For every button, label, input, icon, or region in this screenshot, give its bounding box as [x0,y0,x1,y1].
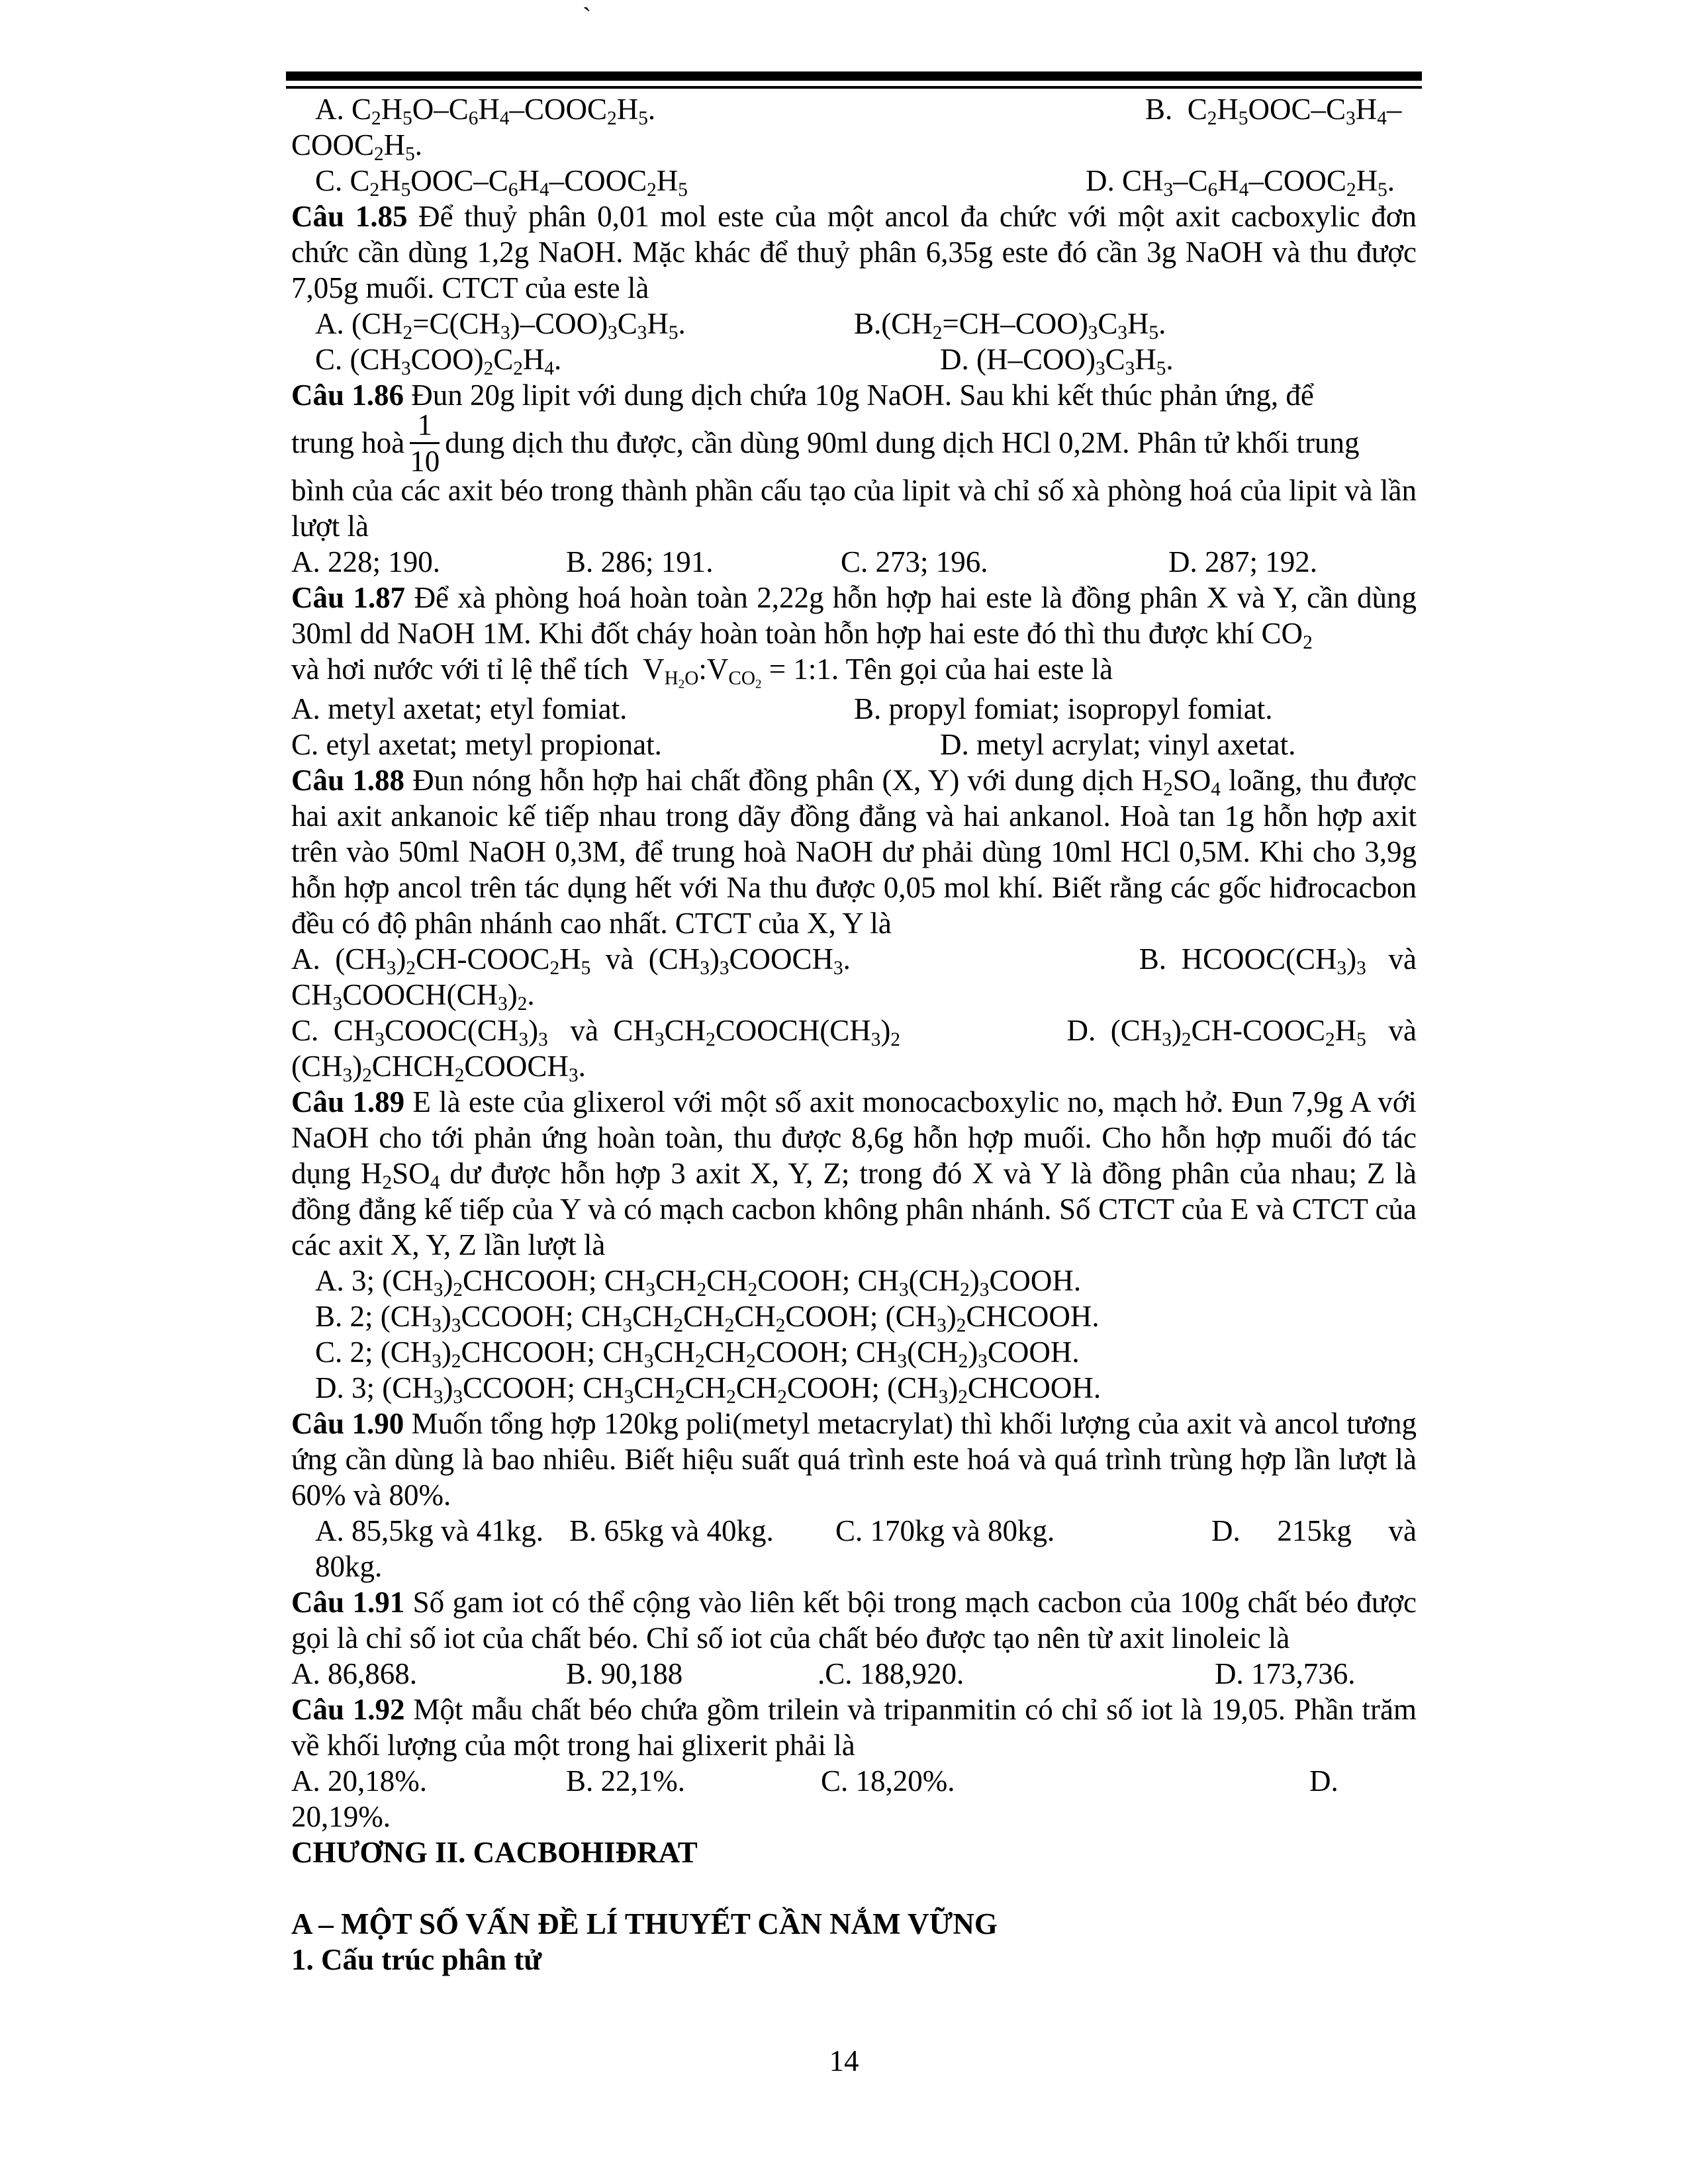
page-number: 14 [829,2044,859,2077]
q85-options-line1 [291,306,1417,344]
question-1-86-line1 [291,377,1417,413]
question-1-86-fraction-line [291,408,1417,478]
q92-options [291,1763,1417,1799]
q86-option-a: A. 228; 190. [291,545,440,578]
section-heading: A – MỘT SỐ VẤN ĐỀ LÍ THUYẾT CẦN NẮM VỮNG [291,1907,998,1940]
q84-option-c: C. $C_2H_5OOC-C_6H_4-COOC_2H_5$ [315,164,688,201]
fraction [410,408,440,478]
q84-options-line2 [291,163,1417,199]
q87-option-b: B. propyl fomiat; isopropyl fomiat. [854,692,1273,725]
q84-option-b: B. $C_2H_5OOC-C_3H_4-$ [1145,93,1402,130]
question-text: bình của các axit béo trong thành phần cấu tạo của lipit và chỉ số xà phòng hoá của lipit và lần lượt là [291,474,1417,543]
top-mark: ` [583,2,592,32]
question-1-86-line3 [291,473,1417,544]
question-1-91 [291,1584,1417,1656]
q88-option-b: B. $HCOOC(CH_3)_3$ và [1139,942,1417,979]
q88-option-b-cont: $CH_3COOCH(CH_3)_2$. [291,978,535,1015]
q91-option-d: D. 173,736. [1215,1657,1356,1690]
question-1-90 [291,1406,1417,1513]
q85-option-a: A. $(CH_2=C(CH_3)-COO)_3C_3H_5$. [315,307,686,344]
question-text: Để thuỷ phân 0,01 mol este của một ancol đa chức với một axit cacboxylic đơn chức cần dùng 1,2g NaOH. Mặc khác để thuỷ phân 6,35g este đó cần 3g NaOH và thu được 7,05g muối. CTCT của este là [291,200,1417,304]
q90-option-d-and: và [1388,1514,1417,1547]
q84-option-d: D. $CH_3-C_6H_4-COOC_2H_5$. [1086,164,1395,201]
question-1-85 [291,199,1417,306]
question-text: trung hoà [291,426,405,459]
q86-option-d: D. 287; 192. [1168,545,1317,578]
blank-line [291,1870,1417,1906]
q90-option-d-cont: 80kg. [315,1550,383,1583]
q90-options [291,1513,1417,1549]
question-text: = 1:1. Tên gọi của hai este là [769,653,1113,686]
question-text: E là este của glixerol với một số axit monocacboxylic no, mạch hở. Đun 7,9g A với NaOH cho tới phản ứng hoàn toàn, thu được 8,6g hỗn hợp muối. Cho hỗn hợp muối đó tác dụng [291,1085,1417,1190]
q90-option-c: C. 170kg và 80kg. [835,1514,1055,1547]
subsection-heading: 1. Cấu trúc phân tử [291,1943,542,1976]
question-number: Câu 1.92 [291,1693,405,1726]
question-text: Để xà phòng hoá hoàn toàn 2,22g hỗn hợp hai este là đồng phân X và Y, cần dùng 30ml dd NaOH 1M. Khi đốt cháy hoàn toàn hỗn hợp hai este đó thì thu được khí [291,581,1417,650]
question-text: Muốn tổng hợp 120kg poli(metyl metacrylat) thì khối lượng của axit và ancol tương ứng cần dùng là bao nhiêu. Biết hiệu suất quá trình este hoá và quá trình trùng hợp lần lượt là 60% và 80%. [291,1407,1417,1512]
question-text: dư được hỗn hợp 3 axit X, Y, Z; trong đó X và Y là đồng phân của nhau; Z là đồng đẳng kế tiếp của Y và có mạch cacbon không phân nhánh. Số CTCT của E và CTCT của các axit X, Y, Z lần lượt là [291,1157,1417,1261]
q88-option-a: A. $(CH_3)_2CH-COOC_2H_5$ và $(CH_3)_3COOCH_3$. [291,942,851,979]
q86-options [291,544,1417,580]
q90-option-d-value: 215kg [1277,1514,1352,1547]
q86-option-c: C. 273; 196. [841,545,988,578]
header-rule-thin [286,86,1422,89]
q88-options-line1 [291,941,1417,977]
q87-option-c: C. etyl axetat; metyl propionat. [291,728,662,761]
q89-option-d: D. 3; $(CH_3)_3CCOOH$; $CH_3CH_2CH_2CH_2COOH$; $(CH_3)_2CHCOOH$. [315,1371,1102,1408]
question-text: Đun nóng hỗn hợp hai chất đồng phân (X, Y) với dung dịch [412,764,1134,797]
q92-option-c: C. 18,20%. [821,1764,955,1797]
question-number: Câu 1.88 [291,764,405,797]
q88-option-d: D. $(CH_3)_2CH-COOC_2H_5$ và [1066,1014,1417,1051]
q89-option-c: C. 2; $(CH_3)_2CHCOOH$; $CH_3CH_2CH_2COOH$; $CH_3(CH_2)_3COOH$. [315,1336,1080,1373]
q89-option-b: B. 2; $(CH_3)_3CCOOH$; $CH_3CH_2CH_2CH_2COOH$; $(CH_3)_2CHCOOH$. [315,1300,1100,1337]
q91-options [291,1656,1417,1692]
header-rule-thick [286,71,1422,81]
q84-option-b-cont: $COOC_2H_5$. [291,128,423,165]
q88-option-d-cont: $(CH_3)_2CHCH_2COOCH_3$. [291,1050,586,1087]
q91-option-c: .C. 188,920. [818,1657,964,1690]
question-number: Câu 1.90 [291,1407,404,1440]
q91-option-a: A. 86,868. [291,1657,417,1690]
q92-option-d-cont: 20,19%. [291,1800,391,1833]
q85-option-b: $B.(CH_2=CH-COO)_3C_3H_5$. [854,307,1166,344]
question-1-87-ratio-line: và hơi nước với tỉ lệ thể tích $V_{H_2O}:V_{CO_2}$ = 1:1. Tên gọi của hai este là [291,653,1113,692]
q84-options-line1 [291,91,1417,130]
q90-option-b: B. 65kg và 40kg. [569,1514,774,1547]
q85-option-d: D. $(H-COO)_3C_3H_5$. [940,343,1174,380]
q87-options-line1 [291,691,1417,727]
question-number: Câu 1.87 [291,581,406,614]
page-content [291,91,1417,1978]
question-number: Câu 1.85 [291,200,408,233]
q90-option-d [1211,1513,1417,1549]
question-number: Câu 1.89 [291,1085,405,1118]
q87-option-d: D. metyl acrylat; vinyl axetat. [940,728,1296,761]
question-1-89: Câu 1.89 E là este của glixerol với một số axit monocacboxylic no, mạch hở. Đun 7,9g A với NaOH cho tới phản ứng hoàn toàn, thu được 8,6g hỗn hợp muối. Cho hỗn hợp muối đó tác dụng $H_2SO_4$ dư được hỗn hợp 3 axit X, Y, Z; trong đó X và Y là đồng phân của nhau; Z là đồng đẳng kế tiếp của Y và có mạch cacbon không phân nhánh. Số CTCT của E và CTCT của các axit X, Y, Z lần lượt là [291,1085,1417,1261]
q87-options-line2 [291,727,1417,762]
question-text: Số gam iot có thể cộng vào liên kết bội trong mạch cacbon của 100g chất béo được gọi là chỉ số iot của chất béo. Chỉ số iot của chất béo được tạo nên từ axit linoleic là [291,1586,1417,1655]
question-text: Đun 20g lipit với dung dịch chứa 10g NaOH. Sau khi kết thúc phản ứng, để [411,379,1314,412]
question-1-92 [291,1692,1417,1763]
question-number: Câu 1.91 [291,1586,405,1619]
q89-option-a: A. 3; $(CH_3)_2CHCOOH$; $CH_3CH_2CH_2COOH$; $CH_3(CH_2)_3COOH$. [315,1264,1082,1301]
question-text: dung dịch thu được, cần dùng 90ml dung dịch HCl 0,2M. Phân tử khối trung [445,426,1360,459]
q90-option-a: A. 85,5kg và 41kg. [315,1514,543,1547]
q92-option-b: B. 22,1%. [566,1764,685,1797]
q86-option-b: B. 286; 191. [566,545,714,578]
q84-option-a: A. $C_2H_5O-C_6H_4-COOC_2H_5$. [315,93,656,130]
question-number: Câu 1.86 [291,379,404,412]
question-text: Một mẫu chất béo chứa gồm trilein và tripanmitin có chỉ số iot là 19,05. Phần trăm về khối lượng của một trong hai glixerit phải là [291,1693,1417,1762]
q85-options-line2 [291,341,1417,380]
question-1-88: Câu 1.88 Đun nóng hỗn hợp hai chất đồng phân (X, Y) với dung dịch $H_2SO_4$ loãng, thu được hai axit ankanoic kế tiếp nhau trong dãy đồng đẳng và hai ankanol. Hoà tan 1g hỗn hợp axit trên vào 50ml NaOH 0,3M, để trung hoà NaOH dư phải dùng 10ml HCl 0,5M. Khi cho 3,9g hỗn hợp ancol trên tác dụng hết với Na thu được 0,05 mol khí. Biết rằng các gốc hiđrocacbon đều có độ phân nhánh cao nhất. CTCT của X, Y là [291,764,1417,940]
q90-option-d-label: D. [1211,1514,1241,1547]
question-text: và hơi nước với tỉ lệ thể tích [291,653,629,686]
q85-option-c: C. $(CH_3COO)_2C_2H_4$. [315,343,562,380]
chapter-heading: CHƯƠNG II. CACBOHIĐRAT [291,1836,698,1869]
q87-option-a: A. metyl axetat; etyl fomiat. [291,692,628,725]
q92-option-a: A. 20,18%. [291,1764,427,1797]
question-text: loãng, thu được hai axit ankanoic kế tiếp nhau trong dãy đồng đẳng và hai ankanol. Hoà tan 1g hỗn hợp axit trên vào 50ml NaOH 0,3M, để trung hoà NaOH dư phải dùng 10ml HCl 0,5M. Khi cho 3,9g hỗn hợp ancol trên tác dụng hết với Na thu được 0,05 mol khí. Biết rằng các gốc hiđrocacbon đều có độ phân nhánh cao nhất. CTCT của X, Y là [291,764,1417,940]
q91-option-b: B. 90,188 [566,1657,683,1690]
question-1-87: Câu 1.87 Để xà phòng hoá hoàn toàn 2,22g hỗn hợp hai este là đồng phân X và Y, cần dùng 30ml dd NaOH 1M. Khi đốt cháy hoàn toàn hỗn hợp hai este đó thì thu được khí $CO_2$ [291,581,1417,654]
q88-options-line2 [291,1013,1417,1051]
fraction-denominator: 10 [410,444,440,478]
q92-option-d: D. [1309,1764,1338,1797]
fraction-numerator: 1 [410,408,440,444]
q88-option-c: C. $CH_3COOC(CH_3)_3$ và $CH_3CH_2COOCH(CH_3)_2$ [291,1014,900,1051]
